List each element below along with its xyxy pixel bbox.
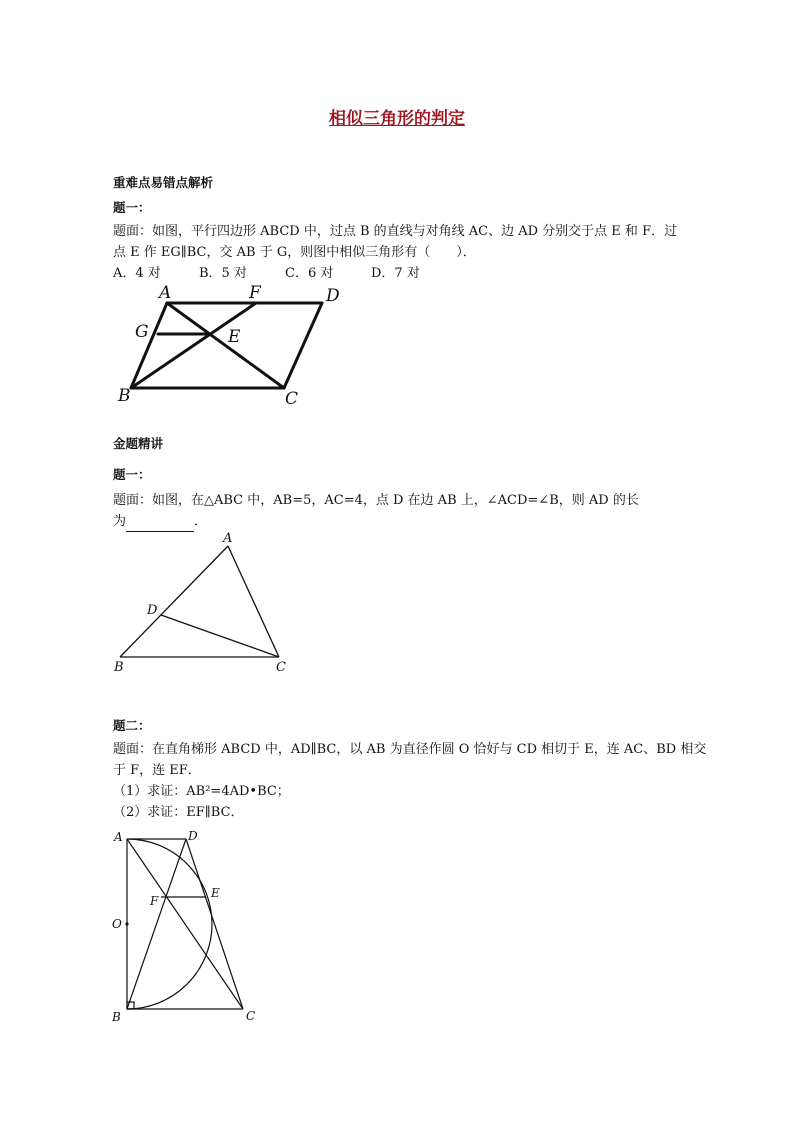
label-C: C xyxy=(285,389,299,409)
problem3-item2: （2）求证：EF∥BC． xyxy=(113,805,244,820)
problem3-line2: 于 F，连 EF． xyxy=(113,763,201,778)
problem2-heading: 题一： xyxy=(113,467,151,482)
problem1-heading: 题一： xyxy=(113,200,151,215)
option-d: D．7 对 xyxy=(371,266,420,281)
label-A: A xyxy=(114,830,123,844)
option-b: B．5 对 xyxy=(199,266,247,281)
option-c: C．6 对 xyxy=(285,266,334,281)
problem3-text xyxy=(113,739,707,823)
page-title: 相似三角形的判定 xyxy=(329,109,465,129)
section-heading-difficulties: 重难点易错点解析 xyxy=(113,175,214,190)
triangle-figure xyxy=(110,528,300,678)
label-B: B xyxy=(114,660,124,675)
label-D: D xyxy=(326,286,340,306)
label-F: F xyxy=(249,283,261,303)
problem1-text xyxy=(113,221,683,284)
label-A: A xyxy=(223,531,233,546)
label-O: O xyxy=(112,917,122,931)
label-E: E xyxy=(228,327,241,347)
problem3-heading: 题二： xyxy=(113,718,151,733)
problem2-line2: 为 ． xyxy=(113,511,683,532)
parallelogram-figure xyxy=(110,282,360,410)
label-E: E xyxy=(211,886,220,900)
label-D: D xyxy=(188,829,198,843)
label-C: C xyxy=(276,660,286,675)
label-G: G xyxy=(135,322,149,342)
label-C: C xyxy=(246,1009,256,1023)
trapezoid-circle-figure xyxy=(108,826,268,1026)
label-B: B xyxy=(118,386,131,406)
problem3-line1: 题面：在直角梯形 ABCD 中，AD∥BC，以 AB 为直径作圆 O 恰好与 CD 相切于 E，连 AC、BD 相交 xyxy=(113,742,707,757)
label-D: D xyxy=(147,603,158,618)
problem2-text xyxy=(113,490,683,532)
problem2-line1: 题面：如图，在△ABC 中，AB=5，AC=4，点 D 在边 AB 上，∠ACD=∠B，则 AD 的长 xyxy=(113,493,639,508)
problem3-item1: （1）求证：AB²=4AD•BC； xyxy=(113,784,290,799)
section-heading-key-problems: 金题精讲 xyxy=(113,436,164,451)
label-F: F xyxy=(150,894,159,908)
problem1-line2: 点 E 作 EG∥BC，交 AB 于 G，则图中相似三角形有（ ）． xyxy=(113,245,476,260)
label-B: B xyxy=(112,1010,121,1024)
problem1-options xyxy=(113,263,683,284)
option-a: A．4 对 xyxy=(113,266,161,281)
label-A: A xyxy=(159,283,172,303)
problem1-line1: 题面：如图，平行四边形 ABCD 中，过点 B 的直线与对角线 AC、边 AD 分别交于点 E 和 F．过 xyxy=(113,224,678,239)
